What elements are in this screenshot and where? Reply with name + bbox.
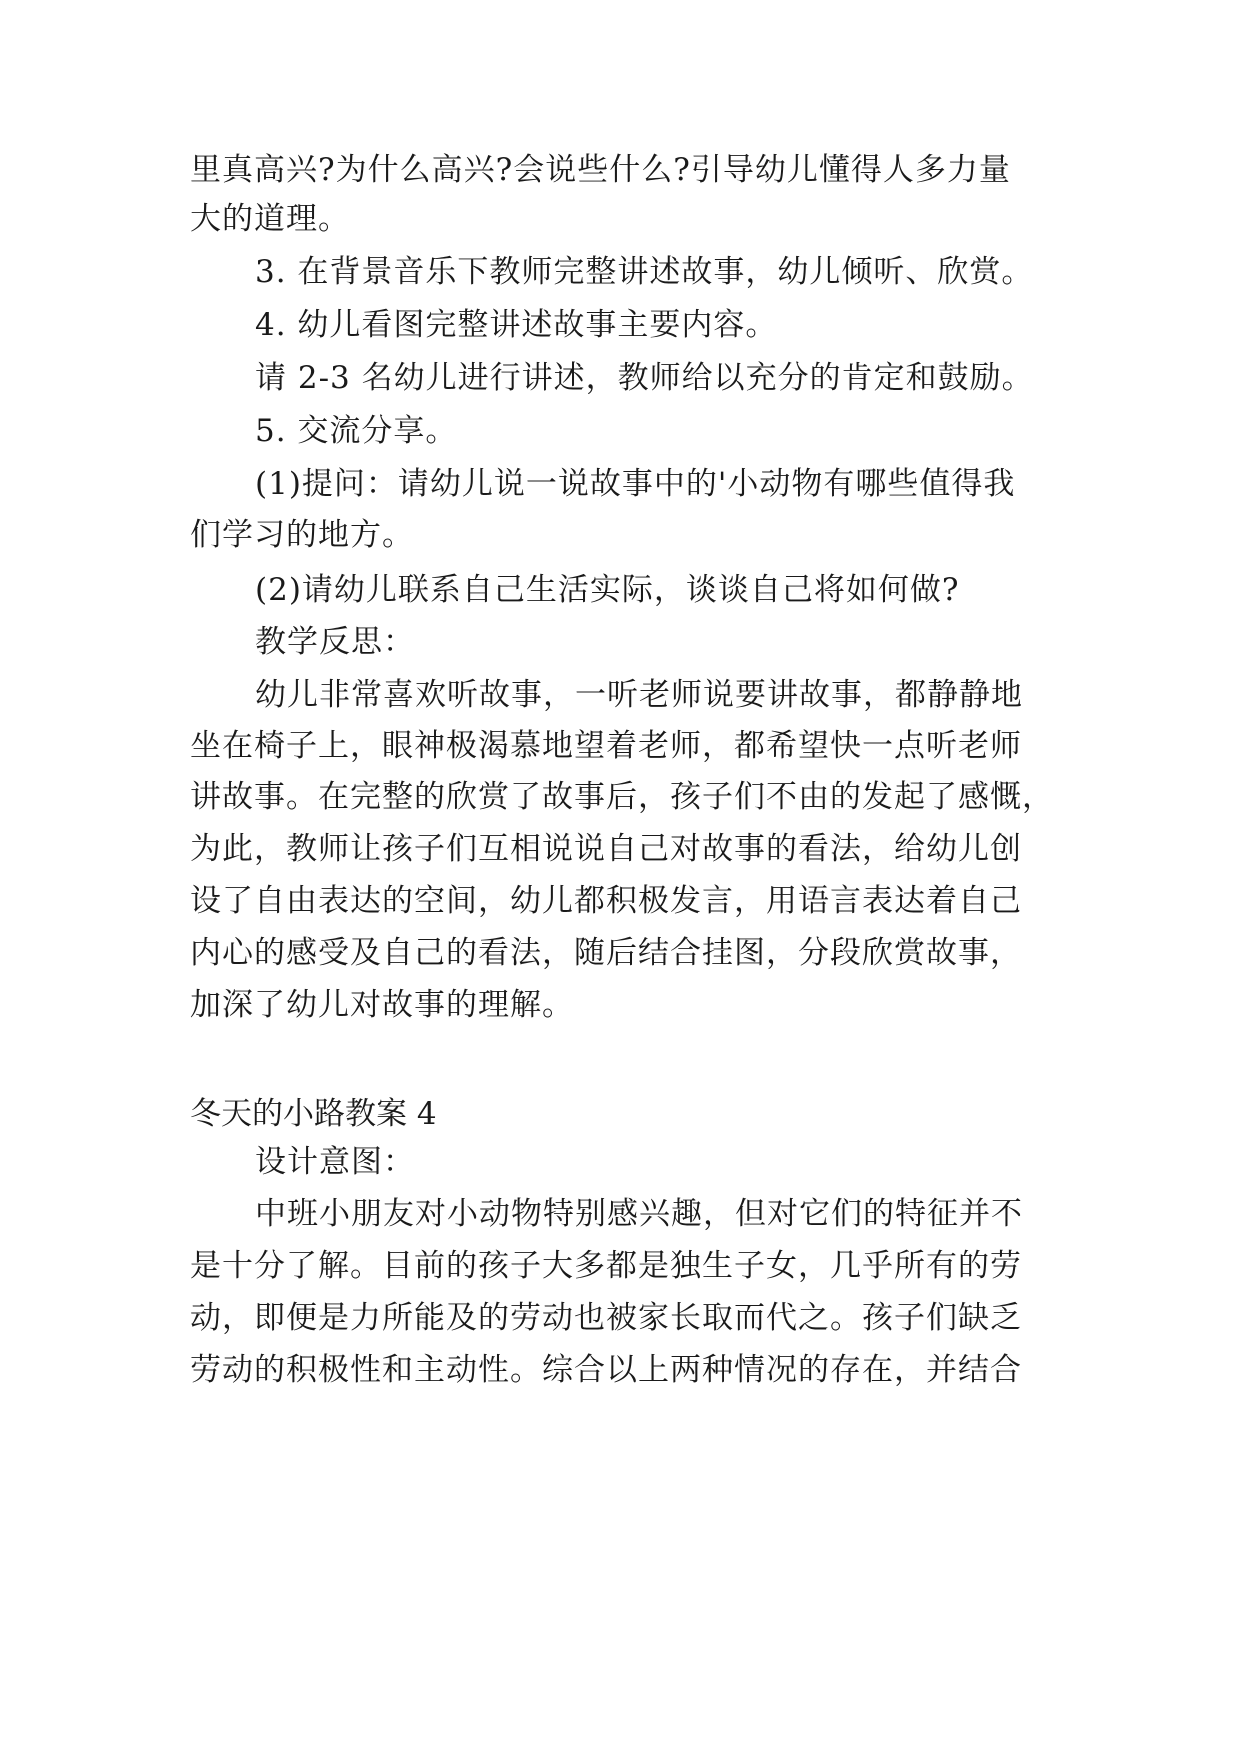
section-label: 设计意图： bbox=[255, 1144, 415, 1180]
paragraph-line: 幼儿非常喜欢听故事，一听老师说要讲故事，都静静地 bbox=[255, 677, 1023, 713]
sub-item-1: (1)提问：请幼儿说一说故事中的'小动物有哪些值得我 bbox=[255, 466, 1016, 502]
paragraph-line: 加深了幼儿对故事的理解。 bbox=[190, 987, 574, 1023]
list-item-4: 4. 幼儿看图完整讲述故事主要内容。 bbox=[255, 307, 778, 343]
paragraph-line: 内心的感受及自己的看法，随后结合挂图，分段欣赏故事， bbox=[190, 935, 1022, 971]
paragraph-line: 为此，教师让孩子们互相说说自己对故事的看法，给幼儿创 bbox=[190, 831, 1022, 867]
paragraph-line: 劳动的积极性和主动性。综合以上两种情况的存在，并结合 bbox=[190, 1352, 1022, 1388]
paragraph-line: 大的道理。 bbox=[190, 201, 350, 237]
paragraph-line: 设了自由表达的空间，幼儿都积极发言，用语言表达着自己 bbox=[190, 883, 1022, 919]
paragraph-line: 讲故事。在完整的欣赏了故事后，孩子们不由的发起了感慨， bbox=[190, 779, 1054, 815]
paragraph-line: 是十分了解。目前的孩子大多都是独生子女，几乎所有的劳 bbox=[190, 1248, 1022, 1284]
paragraph-line: 动，即便是力所能及的劳动也被家长取而代之。孩子们缺乏 bbox=[190, 1300, 1022, 1336]
paragraph-line: 坐在椅子上，眼神极渴慕地望着老师，都希望快一点听老师 bbox=[190, 728, 1022, 764]
paragraph-line: 中班小朋友对小动物特别感兴趣，但对它们的特征并不 bbox=[255, 1196, 1023, 1232]
list-item-5: 5. 交流分享。 bbox=[255, 413, 458, 449]
paragraph-line: 请 2-3 名幼儿进行讲述，教师给以充分的肯定和鼓励。 bbox=[255, 360, 1034, 396]
section-label: 教学反思： bbox=[255, 624, 415, 660]
paragraph-line: 们学习的地方。 bbox=[190, 517, 414, 553]
list-item-3: 3. 在背景音乐下教师完整讲述故事，幼儿倾听、欣赏。 bbox=[255, 254, 1034, 290]
paragraph-line: 里真高兴?为什么高兴?会说些什么?引导幼儿懂得人多力量 bbox=[190, 152, 1011, 188]
section-heading: 冬天的小路教案 4 bbox=[190, 1096, 437, 1132]
sub-item-2: (2)请幼儿联系自己生活实际，谈谈自己将如何做? bbox=[255, 572, 960, 608]
